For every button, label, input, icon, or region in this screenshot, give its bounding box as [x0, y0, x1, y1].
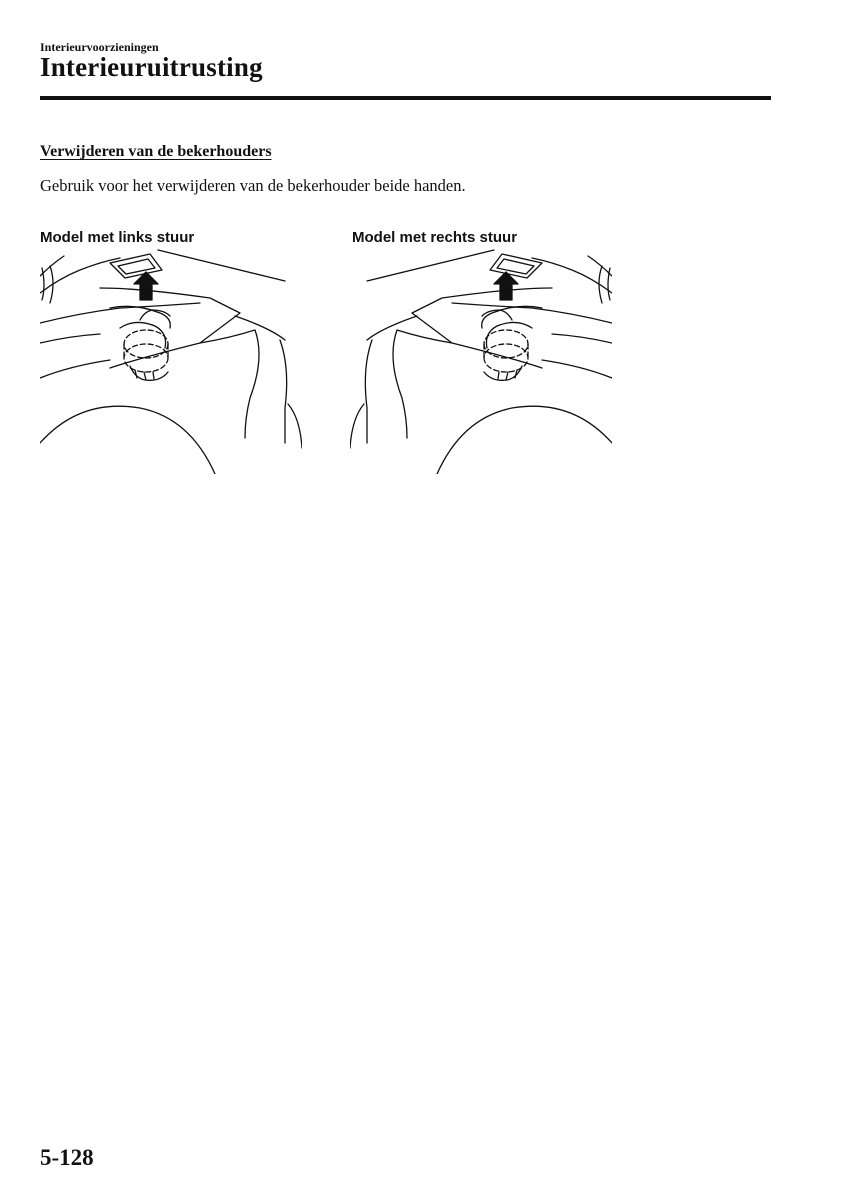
section-label: Interieurvoorzieningen	[40, 40, 159, 54]
title-rule	[40, 96, 771, 100]
page-number: 5-128	[40, 1145, 94, 1170]
illustration-rhd	[350, 248, 612, 474]
cup-holder-removal-illustration-icon	[350, 248, 612, 474]
figure-caption-lhd: Model met links stuur	[40, 229, 195, 246]
body-text: Gebruik voor het verwijderen van de bekerhouder beide handen.	[40, 176, 466, 195]
cup-holder-removal-illustration-icon	[40, 248, 302, 474]
figure-caption-rhd: Model met rechts stuur	[352, 229, 518, 246]
illustration-lhd	[40, 248, 302, 474]
page-title: Interieuruitrusting	[40, 52, 263, 82]
subheading: Verwijderen van de bekerhouders	[40, 143, 272, 160]
